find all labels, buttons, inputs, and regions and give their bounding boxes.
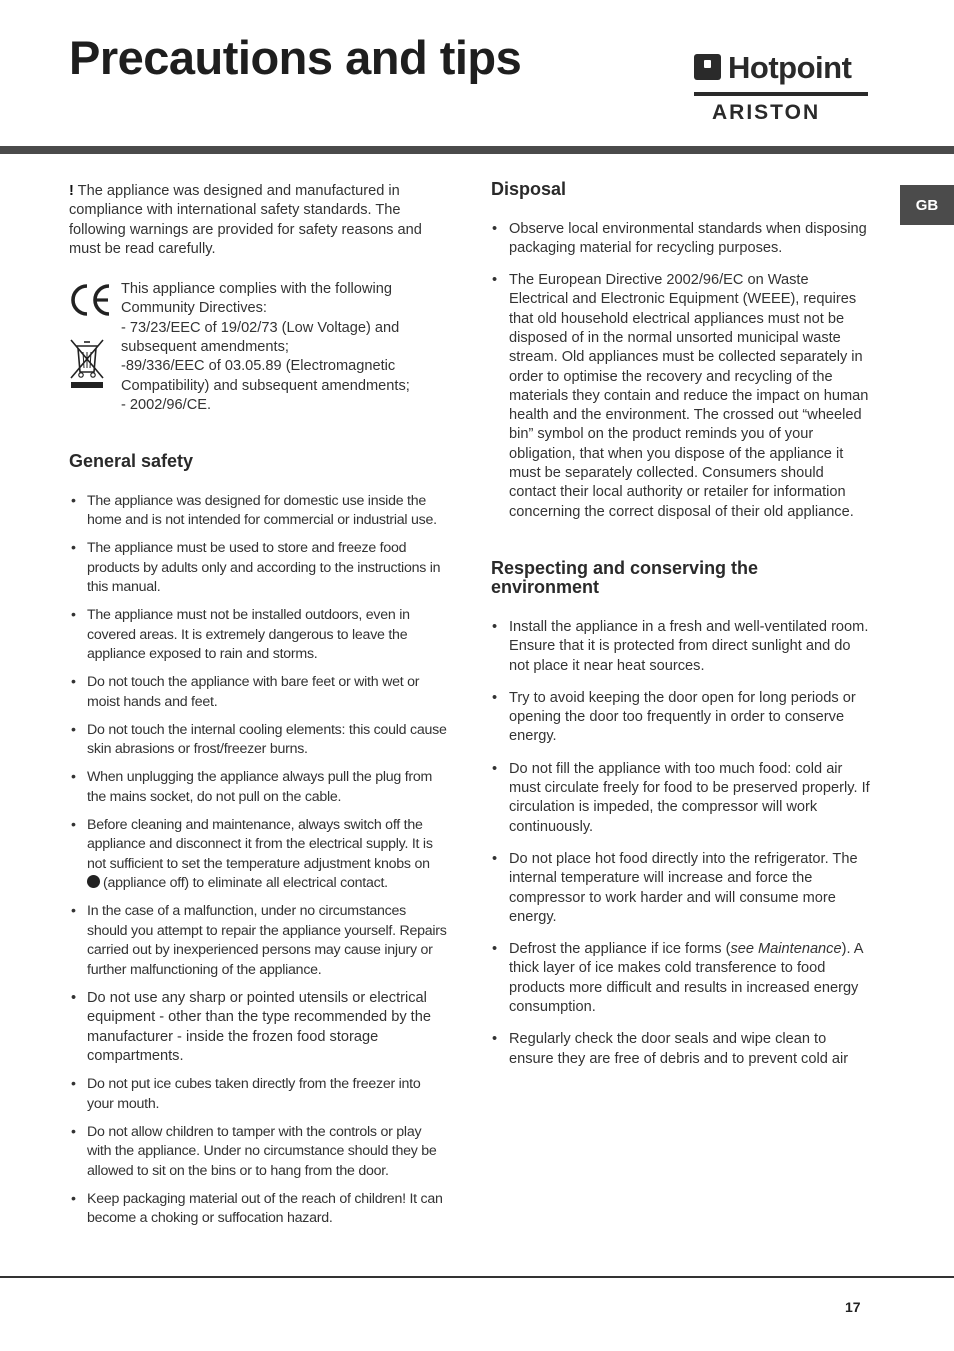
list-item: • Install the appliance in a fresh and well-ventilated room. Ensure that it is protected from direct sunlight and do not place it near heat sources. xyxy=(491,618,871,676)
list-item: • Do not touch the internal cooling elements: this could cause skin abrasions or frost/freezer burns. xyxy=(69,721,447,760)
compliance-line-1: This appliance complies with the following Community Directives: xyxy=(121,281,392,317)
environment-list xyxy=(491,618,871,1069)
warning-mark: ! xyxy=(69,183,74,199)
logo-divider xyxy=(694,92,868,96)
general-safety-list xyxy=(69,492,447,1229)
list-item: • Do not fill the appliance with too much food: cold air must circulate freely for food to be preserved properly. If circulation is impeded, the compressor will work continuously. xyxy=(491,760,871,837)
list-item: • The appliance must not be installed outdoors, even in covered areas. It is extremely dangerous to leave the appliance exposed to rain and storms. xyxy=(69,606,447,665)
page-number: 17 xyxy=(845,1299,861,1315)
list-item: • Try to avoid keeping the door open for long periods or opening the door too frequently in order to conserve energy. xyxy=(491,689,871,747)
filled-circle-icon xyxy=(87,875,100,888)
list-item-cleaning xyxy=(69,816,447,894)
list-item: • Observe local environmental standards when disposing packaging material for recycling purposes. xyxy=(491,220,871,259)
intro-paragraph xyxy=(69,182,447,259)
left-column xyxy=(69,182,447,1237)
defrost-reference: see Maintenance xyxy=(730,941,842,958)
list-item: • In the case of a malfunction, under no circumstances should you attempt to repair the appliance yourself. Repairs carried out by inexperienced persons may cause injury or further malfunctioning of the appliance. xyxy=(69,902,447,980)
compliance-line-3: -89/336/EEC of 03.05.89 (Electromagnetic Compatibility) and subsequent amendments; xyxy=(121,358,410,394)
list-item: • The appliance was designed for domestic use inside the home and is not intended for commercial or industrial use. xyxy=(69,492,447,531)
list-item: • When unplugging the appliance always pull the plug from the mains socket, do not pull on the cable. xyxy=(69,768,447,807)
compliance-line-4: - 2002/96/CE. xyxy=(121,396,212,413)
list-item: • Keep packaging material out of the reach of children! It can become a choking or suffocation hazard. xyxy=(69,1190,447,1229)
cleaning-text-a: Before cleaning and maintenance, always switch off the appliance and disconnect it from the electrical supply. It is not sufficient to set the temperature adjustment knobs on xyxy=(87,816,433,872)
crossed-wheeled-bin-icon xyxy=(69,336,105,390)
list-item-defrost xyxy=(491,940,871,1017)
language-tab: GB xyxy=(900,185,954,225)
list-item: • Do not allow children to tamper with the controls or play with the appliance. Under no circumstance should they be allowed to sit on the bins or to hang from the door. xyxy=(69,1123,447,1182)
defrost-text-a: Defrost the appliance if ice forms ( xyxy=(509,941,731,958)
right-column xyxy=(491,180,871,1082)
list-item: • Regularly check the door seals and wipe clean to ensure they are free of debris and to prevent cold air xyxy=(491,1030,871,1069)
list-item: • The European Directive 2002/96/EC on Waste Electrical and Electronic Equipment (WEEE), requires that old household electrical appliances must not be disposed of in the normal unsorted municipal waste stream. Old appliances must be collected separately in order to optimise the recovery and recycling of the materials they contain and reduce the impact on human health and the environment. The crossed out “wheeled bin” symbol on the product reminds you of your obligation, that when you dispose of the appliance it must be separately collected. Consumers should contact their local authority or retailer for information concerning the correct disposal of their old appliance. xyxy=(491,271,871,522)
list-item: • Do not touch the appliance with bare feet or with wet or moist hands and feet. xyxy=(69,673,447,712)
page-title: Precautions and tips xyxy=(69,31,522,84)
list-item: • The appliance must be used to store and freeze food products by adults only and according to the instructions in this manual. xyxy=(69,539,447,598)
defrost-text-b: ). A thick layer of ice makes cold transference to food products more difficult and results in increased energy consumption. xyxy=(509,941,863,1015)
intro-text: The appliance was designed and manufactured in compliance with international safety standards. The following warnings are provided for safety reasons and must be read carefully. xyxy=(69,183,422,257)
header-rule xyxy=(0,146,954,154)
list-item: • Do not place hot food directly into the refrigerator. The internal temperature will increase and force the compressor to work harder and will consume more energy. xyxy=(491,850,871,927)
compliance-block xyxy=(69,280,447,415)
list-item: • Do not use any sharp or pointed utensils or electrical equipment - other than the type recommended by the manufacturer - inside the frozen food storage compartments. xyxy=(69,989,447,1067)
logo-square-icon xyxy=(694,54,721,80)
disposal-list xyxy=(491,220,871,522)
ce-mark-icon xyxy=(69,282,113,318)
compliance-line-2: - 73/23/EEC of 19/02/73 (Low Voltage) and subsequent amendments; xyxy=(121,319,400,356)
general-safety-heading: General safety xyxy=(69,451,194,472)
disposal-heading: Disposal xyxy=(491,179,567,199)
environment-heading: Respecting and conserving the environment xyxy=(491,557,759,598)
brand-logo xyxy=(694,52,869,124)
list-item: • Do not put ice cubes taken directly from the freezer into your mouth. xyxy=(69,1075,447,1114)
footer-rule xyxy=(0,1276,954,1278)
cleaning-text-b: (appliance off) to eliminate all electrical contact. xyxy=(103,875,388,892)
logo-brand-text: Hotpoint xyxy=(728,50,852,85)
logo-sub-text: ARISTON xyxy=(712,101,821,124)
